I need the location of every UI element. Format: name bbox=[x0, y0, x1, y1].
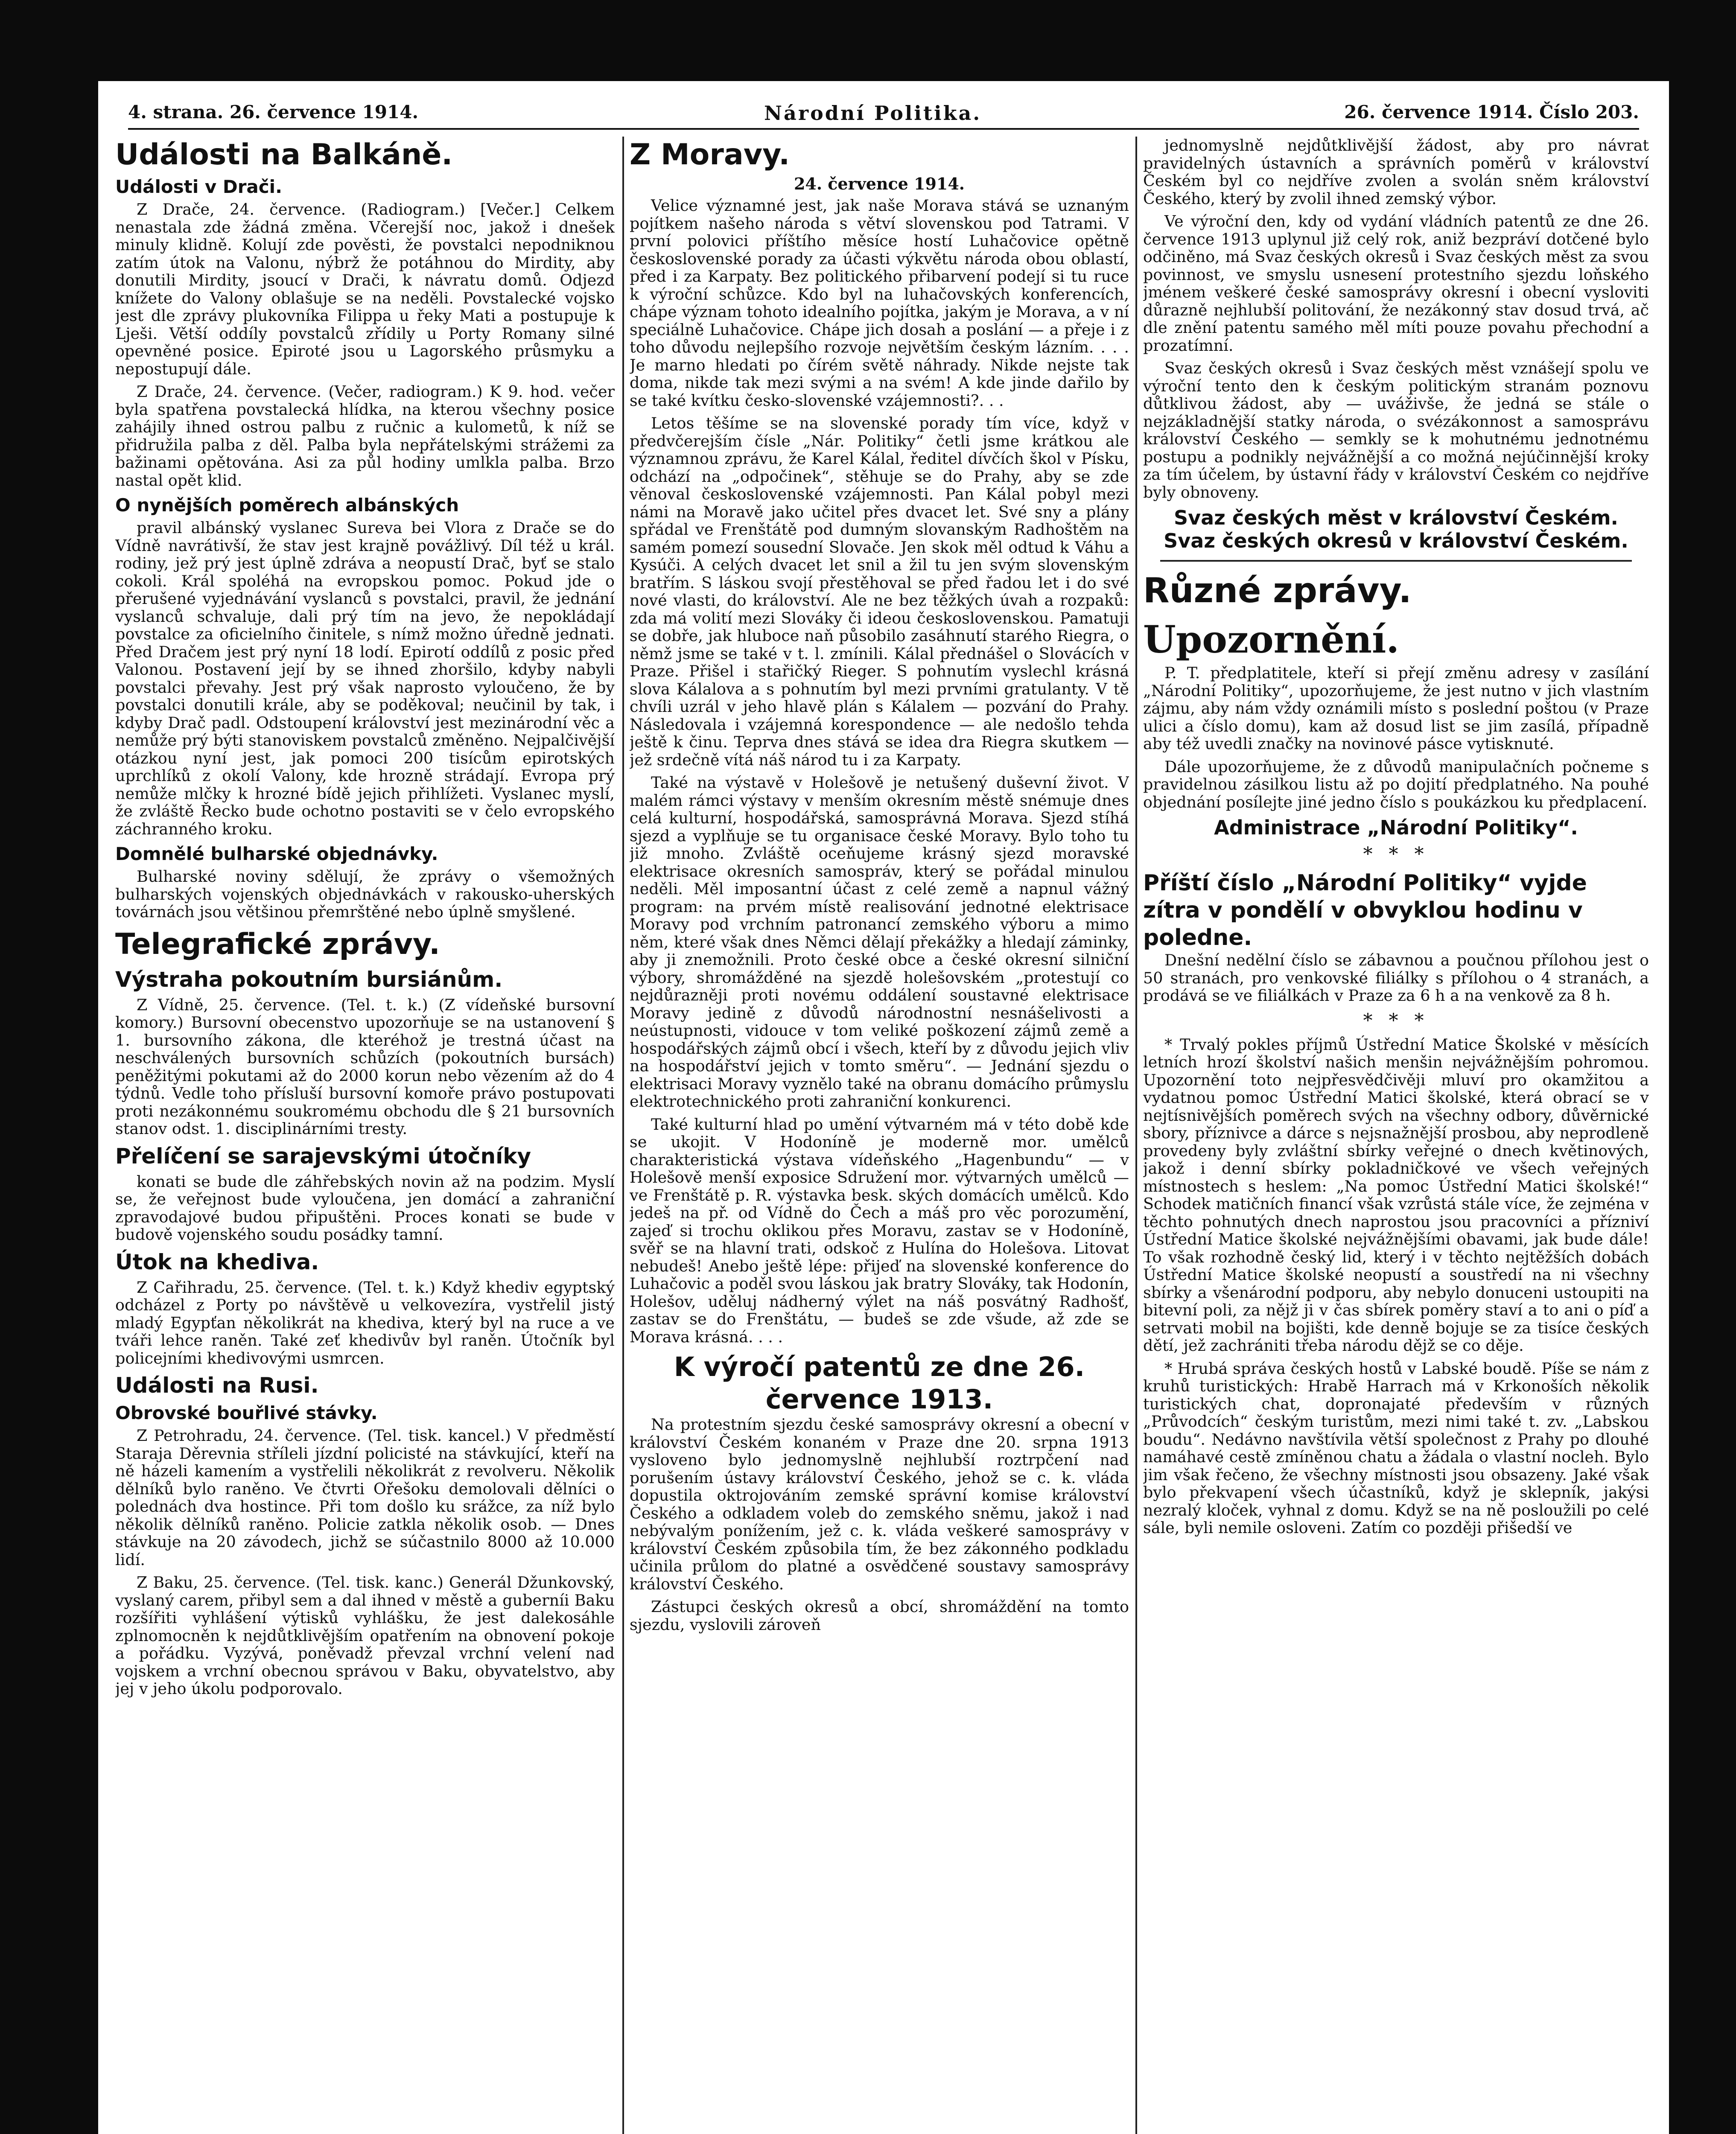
column-rule bbox=[1135, 137, 1137, 2134]
paragraph: Svaz českých okresů i Svaz českých měst vznášejí spolu ve výroční tento den k českým politickým stranám poznovu důtklivou žádost, aby — uváživše, že jedná se stále o nejzákladnější statky národa, o svézákonnost a samosprávu království Českého — semkly se k mohutnému jednotnému postupu a podnikly nejvážnější a co možná nejúčinnější kroky za tím účelem, by ústavní řády v království Českém co nejdříve byly obnoveny. bbox=[1143, 359, 1649, 501]
separator: * * * bbox=[1363, 843, 1429, 865]
paragraph: Z Drače, 24. července. (Radiogram.) [Večer.] Celkem nenastala zde žádná změna. Včerejší noc, jakož i dnešek minuly klidně. Kolují zde pověsti, že povstalci nepodniknou zatím útok na Valonu, nýbrž že potáhnou do Mirdity, aby donutili Mirdity, jsoucí v Drači, k návratu domů. Odjezd knížete do Valony oblašuje se na neděli. Povstalecké vojsko jest dle zprávy plukovníka Filippa u řeky Mati a postupuje k Lješi. Větší oddíly povstalců zřídily u Porty Romany silné opevněné posice. Epiroté jsou u Lagorského průsmyku a nepostupují dále. bbox=[115, 200, 615, 378]
notice-heading: Upozornění. bbox=[1143, 617, 1400, 662]
paragraph: Bulharské noviny sdělují, že zprávy o všemožných bulharských vojenských objednávkách v rakousko-uherských továrnách jsou většinou přemrštěné nebo úplně smyšlené. bbox=[115, 867, 615, 921]
paragraph: jednomyslně nejdůtklivější žádost, aby pro návrat pravidelných ústavních a správních poměrů v království Českém byl co nejdříve zvolen a svolán sněm království Českého, který by zvolil ihned zemský výbor. bbox=[1143, 137, 1649, 208]
paragraph: pravil albánský vyslanec Sureva bei Vlora z Drače se do Vídně navrátivší, že stav jest krajně povážlivý. Díl též u král. rodiny, jež prý jest úplně zdráva a neopustí Drač, byť se stalo cokoli. Král spoléhá na evropskou pomoc. Pokud jde o přerušené vyjednávání vyslanců s povstalci, pravil, že jednání vyslanců schvaluje, dali prý tím na jevo, že nepokládají povstalce za oficielního činitele, s nímž možno úředně jednati. Před Dračem jest prý nyní 18 lodí. Epirotí oddílů z posic před Valonou. Postavení její by se ihned zhoršilo, kdyby nabyli povstalci převahy. Jest prý však naprosto vyloučeno, že by povstalci donutili krále, aby se poděkoval; neučinil by tak, i kdyby Drač padl. Odstoupení království jest mezinárodní věc a nemůže prý býti stanoviskem povstalců změněno. Nejpalčivější otázkou nyní jest, jak pomoci 200 tisícům epirotských uprchlíků z okolí Valony, kde hrozně strádají. Evropa prý nemůže mlčky k hrozné bídě jejich přihlížeti. Vyslanec myslí, že zvláště Řecko bude ochotno postaviti se v čelo evropského záchranného kroku. bbox=[115, 519, 615, 838]
paragraph: P. T. předplatitele, kteří si přejí změnu adresy v zasílání „Národní Politiky“, upozorňujeme, že jest nutno v jich vlastním zájmu, aby nám vždy oznámili místo s poslední poštou (v Praze ulici a číslo domu), kam až dosud list se jim zasílá, případně aby též uvedli značky na novinové pásce vytisknuté. bbox=[1143, 664, 1649, 753]
section-heading: K výročí patentů ze dne 26. července 1913. bbox=[674, 1351, 1085, 1415]
paragraph: Dále upozorňujeme, že z důvodů manipulačních počneme s pravidelnou zásilkou listu až po dojití předplatného. Na pouhé objednání posílejte jiné jedno číslo s poukázkou ku předplacení. bbox=[1143, 757, 1649, 811]
paragraph: Z Petrohradu, 24. července. (Tel. tisk. kancel.) V předměstí Staraja Děrevnia stříleli jízdní policisté na stávkující, kteří na ně házeli kamením a vystřelili několikrát z revolveru. Několik dělníků bylo raněno. Ve čtvrti Ořešoku demolovali dělníci o polednách dva hostince. Při tom došlo ku srážce, za níž bylo několik dělníků raněno. Policie zatkla několik osob. — Dnes stávkuje na 20 závodech, jichž se súčastnilo 8000 až 10.000 lidí. bbox=[115, 1426, 615, 1569]
paragraph: * Trvalý pokles příjmů Ústřední Matice Školské v měsících letních hrozí školství našich menšin nejvážnějším pohromou. Upozornění toto nejpřesvědčivěji mluví pro okamžitou a vydatnou pomoc Ústřední Matici školské, která obrací se v nejtísnivějších poměrech svých na všechny odbory, důvěrnické sbory, příznivce a dárce s nejsnažnější prosbou, aby neprodleně provedeny byly zvláštní sbírky veřejné o dnech květinových, jakož i denní sbírky pokladničkové ve všech veřejných místnostech s heslem: „Na pomoc Ústřední Matici školské!“ Schodek matičních financí však vzrůstá stále více, že zejména v těchto pohnutých dnech naprostou jsou pracovníci a přízniví Ústřední Matice školské nejvážnějšími obavami, jak bude dále! To však rozhodně český lid, který i v těchto nejtěžších dobách Ústřední Matice školské neopustí a soustředí na ni všechny sbírky a všenárodní podporu, aby nebylo donuceni ustoupiti na bitevní poli, za nějž ji v čas sbírek poměry staví a to ani o píď a setrvati mobil na bojišti, kde denně bojuje se za tisíce českých dětí, jež zachrániti třeba národu dějž se co děje. bbox=[1143, 1035, 1649, 1355]
column-2 bbox=[630, 137, 1129, 2134]
paragraph: Z Drače, 24. července. (Večer, radiogram.) K 9. hod. večer byla spatřena povstalecká hlídka, na kterou všechny posice zahájily ihned ostrou palbu z ručnic a kulometů, k níž se přidružila palba z děl. Palba byla nepřátelskými strážemi za bažinami opětována. Asi za půl hodiny umlkla palba. Brzo nastal opět klid. bbox=[115, 382, 615, 490]
article-subheading: Události v Drači. bbox=[115, 176, 283, 197]
paragraph: Ve výroční den, kdy od vydání vládních patentů ze dne 26. července 1913 uplynul již celý rok, aniž bezpráví dotčené bylo odčiněno, má Svaz českých okresů i Svaz českých měst za svou povinnost, ve smyslu usnesení protestního sjezdu loňského jménem veškeré české samosprávy okresní i obecní vysloviti důrazně nejhlubší politování, že nezákonný stav dosud trvá, ač dle znění patentu samého měl míti pouze povahu přechodní a prozatímní. bbox=[1143, 212, 1649, 355]
paragraph: Na protestním sjezdu české samosprávy okresní a obecní v království Českém konaném v Praze dne 20. srpna 1913 vysloveno bylo jednomyslně nejhlubší roztrpčení nad porušením ústavy království Českého, jehož se c. k. vláda dopustila oktrojováním zemské správní komise království Českého a odkladem voleb do zemského sněmu, jakož i nad nebývalým ponížením, jež c. k. vláda veškeré samosprávy v království Českém způsobila tím, že bez zákonného podkladu učinila průlom do platné a osvědčené soustavy samosprávy království Českého. bbox=[630, 1415, 1129, 1593]
column-3 bbox=[1143, 137, 1649, 2134]
section-heading: Různé zprávy. bbox=[1143, 571, 1412, 610]
scan-border-top bbox=[0, 0, 1736, 81]
paragraph: Zástupci českých okresů a obcí, shromáždění na tomto sjezdu, vyslovili zároveň bbox=[630, 1598, 1129, 1634]
header-center: Národní Politika. bbox=[764, 102, 982, 125]
header-right: 26. července 1914. Číslo 203. bbox=[1344, 102, 1639, 122]
article-heading: Výstraha pokoutním bursiánům. bbox=[115, 967, 503, 992]
signature: Svaz českých okresů v království Českém. bbox=[1164, 529, 1628, 552]
paragraph: Velice významné jest, jak naše Morava stává se uznaným pojítkem našeho národa s větví slovenskou pod Tatrami. V první polovici příštího měsíce hostí Luhačovice opětně československé porady za účasti výkvětu národa obou oblastí, před i za Karpaty. Bez politického přibarvení podejí si tu ruce k výroční schůzce. Kdo byl na luhačovských konferencích, chápe význam tohoto idealního pojítka, jakým je Morava, a v ní speciálně Luhačovice. Chápe jich dosah a poslání — a přeje i z toho důvodu nejlepšího rozvoje největším českým lázním. . . . Je marno hledati po čírém světě náhrady. Nikde nejste tak doma, nikde tak mezi svými a na svém! A kde jinde dařilo by se také kvítku česko-slovenské vzájemnosti?. . . bbox=[630, 196, 1129, 410]
signature: Administrace „Národní Politiky“. bbox=[1214, 816, 1578, 839]
paragraph: * Hrubá správa českých hostů v Labské boudě. Píše se nám z kruhů turistických: Hrabě Harrach má v Krkonoších několik turistických chat, dopronajaté především v různých „Průvodcích“ českým turistům, mezi nimi také t. zv. „Labskou boudu“. Nedávno navštívila větší společnost z Prahy po dlouhé namáhavé cestě zmíněnou chatu a žádala o vlastní nocleh. Bylo jim však řečeno, že všechny místnosti jsou obsazeny. Jaké však bylo překvapení všech účastníků, když je sklepník, jakýsi nezralý kloček, vyhnal z domu. Když se na ně posloužili po celé sále, byli nemile osloveni. Zatím co později přišedší ve bbox=[1143, 1359, 1649, 1537]
running-header bbox=[128, 98, 1639, 130]
paragraph: Z Cařihradu, 25. července. (Tel. t. k.) Když khediv egyptský odcházel z Porty po návštěvě u velkovezíra, vystřelil jistý mladý Egypťan několikrát na khediva, který byl na ruce a ve tváři lehce raněn. Také zeť khedivův byl raněn. Útočník byl policejními khedivovými usmrcen. bbox=[115, 1278, 615, 1367]
column-rule bbox=[622, 137, 624, 2134]
scan-border-left bbox=[0, 0, 98, 2134]
paragraph: Z Baku, 25. července. (Tel. tisk. kanc.) Generál Džunkovský, vyslaný carem, přibyl sem a dal ihned v městě a guberníi Baku rozšířiti vyhlášení výtisků vyhlášku, že jest dalekosáhle zplnomocněn k nejdůtklivějším opatřením na obnovení pokoje a pořádku. Vyzývá, poněvadž převzal vrchní velení nad vojskem a vrchní obecnou správou v Baku, obyvatelstvo, aby jej v jeho úkolu podporovalo. bbox=[115, 1573, 615, 1698]
section-heading: Telegrafické zprávy. bbox=[115, 927, 440, 961]
column-1 bbox=[115, 137, 615, 2134]
paragraph: Z Vídně, 25. července. (Tel. t. k.) (Z vídeňské bursovní komory.) Bursovní obecenstvo upozorňuje se na ustanovení § 1. bursovního zákona, dle kteréhož je trestná účast na neschválených bursovních schůzích (pokoutních bursách) peněžitými pokutami až do 2000 korun nebo vězením až do 4 týdnů. Vedle toho přísluší bursovní komoře právo postupovati proti nezákonnému soukromému obchodu dle § 21 bursovních stanov odst. 1. disciplinárními tresty. bbox=[115, 995, 615, 1138]
dateline: 24. července 1914. bbox=[794, 174, 965, 193]
section-heading: Z Moravy. bbox=[630, 138, 790, 172]
divider bbox=[1160, 560, 1632, 562]
paragraph: Také na výstavě v Holešově je netušený duševní život. V malém rámci výstavy v menším okresním městě snémuje dnes celá kulturní, hospodářská, samosprávná Morava. Sjezd stíhá sjezd a vyplňuje se tu organisace české Moravy. Bylo toho tu již mnoho. Zvláště oceňujeme krásný sjezd moravské elektrisace okresních samospráv, který se pořádal minulou neděli. Měl imposantní účast z celé země a napnul vážný program: na prvém místě realisování jednotné elektrisace Moravy pod vrchním patronancí zemského výboru a mimo něm, které však dnes Němci dělají překážky a hledají záminky, aby ji znemožnili. Proto české obce a české okresní silniční výbory, shromážděné na sjezdě holešovském „protestují co nejdůrazněji proti novému oddálení soustavné elektrisace Moravy jedině z důvodů národnostní nesnášelivosti a neústupnosti, vidouce v tom veliké poškození zájmů země a hospodářských zájmů obcí i všech, kteří by z důvodu jejich vliv na hospodářství jejich v tomto směru“. — Jednání sjezdu o elektrisaci Moravy vyznělo také na obranu domácího průmyslu elektrotechnického proti zahraniční konkurenci. bbox=[630, 773, 1129, 1111]
header-left: 4. strana. 26. července 1914. bbox=[128, 102, 419, 122]
article-subheading: Domnělé bulharské objednávky. bbox=[115, 843, 438, 864]
article-subheading: O nynějších poměrech albánských bbox=[115, 495, 459, 516]
separator: * * * bbox=[1363, 1009, 1429, 1032]
article-subheading: Obrovské bouřlivé stávky. bbox=[115, 1402, 378, 1423]
article-heading: Útok na khediva. bbox=[115, 1249, 319, 1274]
scan-border-right bbox=[1669, 0, 1736, 2134]
signature: Svaz českých měst v království Českém. bbox=[1173, 506, 1619, 529]
paragraph: konati se bude dle záhřebských novin až na podzim. Myslí se, že veřejnost bude vyloučena, jen domácí a zahraniční zpravodajové budou připuštěni. Proces konati se bude v budově vojenského soudu posádky tamní. bbox=[115, 1172, 615, 1244]
article-heading: Události na Rusi. bbox=[115, 1373, 319, 1398]
paragraph: Dnešní nedělní číslo se zábavnou a poučnou přílohou jest o 50 stranách, pro venkovské filiálky s přílohou o 4 stranách, a prodává se ve filiálkách v Praze za 6 h a na venkově za 8 h. bbox=[1143, 951, 1649, 1005]
section-heading: Události na Balkáně. bbox=[115, 138, 453, 172]
paragraph: Také kulturní hlad po umění výtvarném má v této době kde se ukojit. V Hodoníně je moderně mor. umělců charakteristická výstava vídeňského „Hagenbundu“ — v Holešově menší exposice Sdružení mor. výtvarných umělců — ve Frenštátě p. R. výstavka besk. ských domácích umělců. Kdo jedeš na př. od Vídně do Čech a máš pro věc porozumění, zajeď si trochu oklikou přes Moravu, zastav se v Hodoníně, svěř se na hlavní trati, odskoč z Hulína do Holešova. Litovat nebudeš! Anebo ještě lépe: přijeď na slovenské konference do Luhačovic a poděl svou láskou jak bratry Slováky, tak Hodonín, Holešov, uděluj nádherný výlet na náš posvátný Radhošť, zastav se do Frenštátu, — budeš se zde všude, až zde se Morava krásná. . . . bbox=[630, 1115, 1129, 1346]
paragraph: Letos těšíme se na slovenské porady tím více, když v předvčerejším čísle „Nár. Politiky“ četli jsme krátkou ale významnou zprávu, že Karel Kálal, ředitel dívčích škol v Písku, odchází na „odpočinek“, stěhuje se do Prahy, aby se zde věnoval československé vzájemnosti. Pan Kálal pobyl mezi námi na Moravě jako učitel přes dvacet let. Své sny a plány spřádal ve Frenštátě pod dumným slovanským Radhoštěm na samém pomezí sousední Slovače. Jen skok měl odtud k Váhu a Kysúči. A celých dvacet let snil a žil tu jen svým slovenským bratřím. S láskou svojí přestěhoval se před řadou let i do své nové vlasti, do království. Ale ne bez těžkých úvah a rozpaků: zda má volití mezi Slováky či ideou československou. Pamatuji se dobře, jak hluboce naň působilo zasáhnutí starého Riegra, o němž jsme se také v t. l. zmínili. Kálal přednášel o Slovácích v Praze. Přišel i stařičký Rieger. S pohnutím vyslechl krásná slova Kálalova a s pohnutím byl mezi prvními gratulanty. V tě chvíli uzrál v jeho hlavě plán s Kálalem — pozvání do Prahy. Následovala i vzájemná korespondence — ale nedošlo tehda ještě k činu. Teprva dnes stává se idea dra Riegra skutkem — jež srdečně vítá náš národ tu i za Karpaty. bbox=[630, 414, 1129, 769]
notice-text: Příští číslo „Národní Politiky“ vyjde zítra v pondělí v obvyklou hodinu v poledne. bbox=[1143, 870, 1587, 950]
article-heading: Přelíčení se sarajevskými útočníky bbox=[115, 1143, 531, 1169]
